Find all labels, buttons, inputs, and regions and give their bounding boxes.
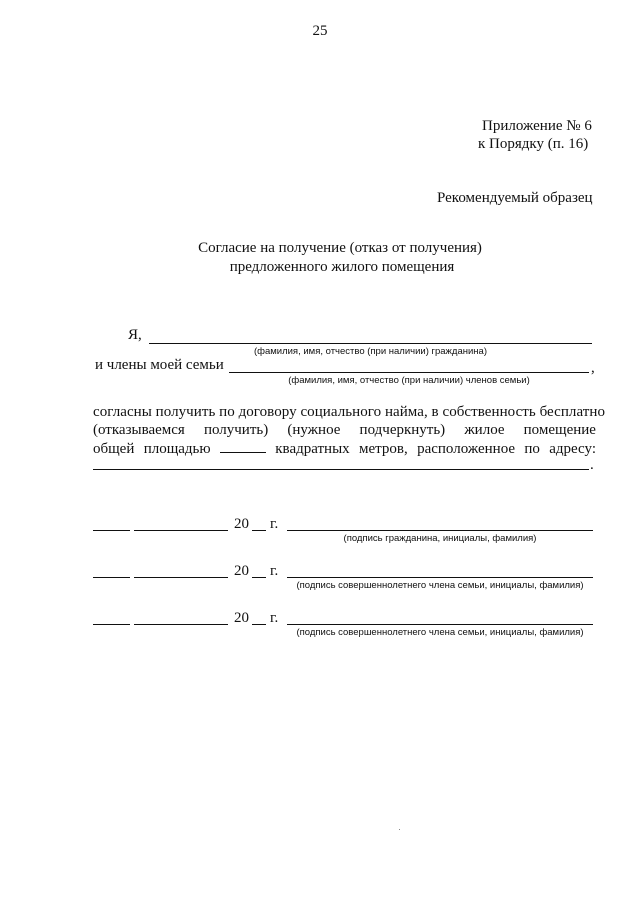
body-line-3-word: адресу: xyxy=(549,441,596,457)
address-line xyxy=(93,469,589,470)
family-comma: , xyxy=(591,360,595,376)
body-line-3 xyxy=(93,439,596,458)
signature-line xyxy=(287,624,593,625)
body-line-2-word: (отказываемся xyxy=(93,422,185,438)
page-number: 25 xyxy=(312,23,328,39)
sig-month-line xyxy=(134,530,228,531)
ya-label: Я, xyxy=(128,327,142,343)
body-line-1: согласны получить по договору социального найма, в собственность бесплатно xyxy=(93,404,606,420)
appendix-line-1: Приложение № 6 xyxy=(482,118,592,134)
body-line-2-word: помещение xyxy=(523,422,596,438)
signature-hint: (подпись совершеннолетнего члена семьи, инициалы, фамилия) xyxy=(296,627,584,638)
family-label: и члены моей семьи xyxy=(95,357,224,373)
sig-year-suffix: г. xyxy=(270,610,279,626)
title-line-1: Согласие на получение (отказ от получения) xyxy=(198,240,482,256)
body-line-2-word: получить) xyxy=(203,422,269,438)
sig-day-line xyxy=(93,624,130,625)
sig-year-suffix: г. xyxy=(270,563,279,579)
signature-line xyxy=(287,530,593,531)
signature-line xyxy=(287,577,593,578)
sig-year-line xyxy=(252,577,266,578)
appendix-line-2: к Порядку (п. 16) xyxy=(478,136,589,152)
sig-year-suffix: г. xyxy=(270,516,279,532)
sig-year-prefix: 20 xyxy=(234,516,249,532)
body-line-3-word: по xyxy=(524,441,540,457)
sig-day-line xyxy=(93,577,130,578)
family-names-line xyxy=(229,372,589,373)
body-line-3-word: квадратных xyxy=(275,441,350,457)
sig-year-line xyxy=(252,624,266,625)
citizen-name-line xyxy=(149,343,592,344)
citizen-name-hint: (фамилия, имя, отчество (при наличии) гражданина) xyxy=(253,346,487,357)
body-line-3-word: расположенное xyxy=(417,441,516,457)
signature-hint: (подпись гражданина, инициалы, фамилия) xyxy=(343,533,537,544)
title-line-2: предложенного жилого помещения xyxy=(229,259,455,275)
sig-year-prefix: 20 xyxy=(234,563,249,579)
sig-year-prefix: 20 xyxy=(234,610,249,626)
sample-label: Рекомендуемый образец xyxy=(437,190,593,206)
area-blank xyxy=(220,439,266,453)
body-line-2 xyxy=(93,421,596,439)
sig-day-line xyxy=(93,530,130,531)
sig-month-line xyxy=(134,577,228,578)
signature-hint: (подпись совершеннолетнего члена семьи, инициалы, фамилия) xyxy=(296,580,584,591)
body-line-2-word: жилое xyxy=(464,422,505,438)
family-names-hint: (фамилия, имя, отчество (при наличии) членов семьи) xyxy=(288,375,530,386)
body-line-2-word: (нужное xyxy=(287,422,341,438)
body-line-3-word: метров, xyxy=(359,441,408,457)
body-line-3-word: площадью xyxy=(143,441,211,457)
sig-year-line xyxy=(252,530,266,531)
body-line-2-word: подчеркнуть) xyxy=(359,422,446,438)
scan-speck xyxy=(399,829,400,830)
address-period: . xyxy=(590,457,594,473)
sig-month-line xyxy=(134,624,228,625)
body-line-3-word: общей xyxy=(93,441,135,457)
